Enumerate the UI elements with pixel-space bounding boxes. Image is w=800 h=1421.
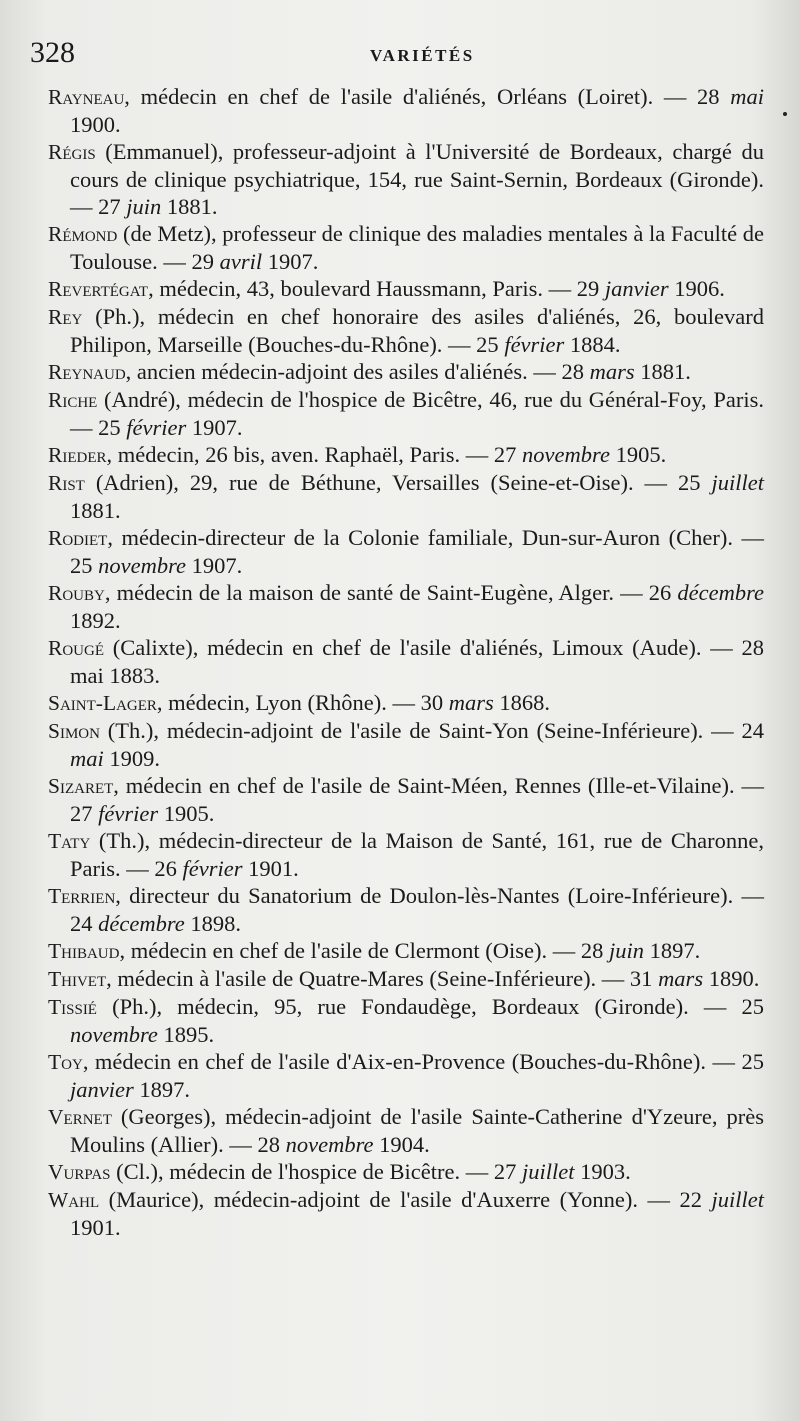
directory-entry [48,579,764,634]
entry-name: Reynaud [48,360,126,384]
entry-name: Sizaret [48,774,114,798]
entry-text: , médecin, 26 bis, aven. Raphaël, Paris. — 27 [106,442,523,467]
entry-name: Taty [48,829,91,853]
entry-month: juin [126,194,162,219]
entry-year: 1900. [70,112,121,137]
entry-year: 1868. [493,690,550,715]
directory-entry [48,717,764,772]
entry-year: 1903. [574,1159,631,1184]
entry-name: Riche [48,388,98,412]
directory-entry [48,1186,764,1241]
directory-entry [48,138,764,220]
entry-month: juin [609,938,645,963]
directory-entry [48,1158,764,1186]
entry-text: (Maurice), médecin-adjoint de l'asile d'Auxerre (Yonne). — 22 [99,1187,712,1212]
directory-entry [48,882,764,937]
entry-year: 1905. [158,801,215,826]
entry-name: Régis [48,140,96,164]
entry-name: Vernet [48,1105,112,1129]
entry-month: avril [219,249,263,274]
page-number: 328 [30,36,75,69]
entry-month: juillet [521,1159,575,1184]
entry-year: 1907. [262,249,319,274]
entry-year: 1892. [70,608,121,633]
directory-list [48,83,764,1241]
entry-name: Rieder [48,443,107,467]
directory-entry [48,220,764,275]
entry-text: , médecin, Lyon (Rhône). — 30 [156,690,449,715]
directory-entry [48,386,764,441]
entry-month: mars [589,359,635,384]
entry-month: février [182,856,243,881]
entry-month: mai [70,746,104,771]
entry-name: Rodiet [48,526,108,550]
entry-name: Rémond [48,222,118,246]
entry-month: mars [658,966,704,991]
entry-year: 1881. [161,194,218,219]
entry-year: 1898. [184,911,241,936]
entry-name: Vurpas [48,1160,111,1184]
page-header [30,36,770,76]
entry-text: (Calixte), médecin en chef de l'asile d'aliénés, Limoux (Aude). — 28 mai 1883. [70,635,764,688]
entry-year: 1901. [242,856,299,881]
entry-text: , médecin-directeur de la Colonie familiale, Dun-sur-Auron (Cher). — 25 [70,525,764,578]
entry-year: 1904. [373,1132,430,1157]
entry-name: Tissié [48,995,97,1019]
entry-text: , médecin, 43, boulevard Haussmann, Paris. — 29 [148,276,605,301]
directory-entry [48,524,764,579]
entry-name: Saint-Lager [48,691,157,715]
entry-month: décembre [98,911,185,936]
entry-text: , directeur du Sanatorium de Doulon-lès-Nantes (Loire-Inférieure). — 24 [70,883,764,936]
running-title: VARIÉTÉS [370,46,475,65]
entry-year: 1906. [668,276,725,301]
entry-month: janvier [70,1077,134,1102]
entry-text: (André), médecin de l'hospice de Bicêtre, 46, rue du Général-Foy, Paris. — 25 [70,387,764,440]
entry-text: , médecin de la maison de santé de Saint-Eugène, Alger. — 26 [104,580,678,605]
entry-month: mars [448,690,494,715]
entry-text: (Georges), médecin-adjoint de l'asile Sainte-Catherine d'Yzeure, près Moulins (Allier). — 28 [70,1104,764,1157]
entry-year: 1881. [70,498,121,523]
directory-entry [48,469,764,524]
directory-entry [48,993,764,1048]
entry-name: Terrien [48,884,116,908]
entry-name: Toy [48,1050,83,1074]
entry-name: Rist [48,471,85,495]
entry-year: 1884. [564,332,621,357]
entry-year: 1907. [186,553,243,578]
entry-month: juillet [711,470,764,495]
directory-entry [48,689,764,717]
entry-text: (Th.), médecin-adjoint de l'asile de Saint-Yon (Seine-Inférieure). — 24 [99,718,764,743]
entry-text: (Adrien), 29, rue de Béthune, Versailles (Seine-et-Oise). — 25 [84,470,712,495]
directory-entry [48,827,764,882]
entry-year: 1897. [644,938,701,963]
directory-entry [48,358,764,386]
entry-year: 1895. [157,1022,215,1047]
directory-entry [48,965,764,993]
entry-text: , médecin en chef de l'asile de Saint-Méen, Rennes (Ille-et-Vilaine). — 27 [70,773,764,826]
entry-year: 1897. [133,1077,190,1102]
entry-month: février [504,332,565,357]
entry-year: 1881. [634,359,691,384]
entry-text: , ancien médecin-adjoint des asiles d'aliénés. — 28 [125,359,590,384]
directory-entry [48,83,764,138]
entry-name: Wahl [48,1188,100,1212]
entry-year: 1907. [186,415,243,440]
entry-text: (Th.), médecin-directeur de la Maison de Santé, 161, rue de Charonne, Paris. — 26 [70,828,764,881]
entry-name: Rey [48,305,83,329]
entry-name: Rouby [48,581,105,605]
entry-text: , médecin en chef de l'asile de Clermont (Oise). — 28 [119,938,609,963]
entry-text: (Ph.), médecin en chef honoraire des asiles d'aliénés, 26, boulevard Philipon, Marseille (Bouches-du-Rhône). — 25 [70,304,764,357]
directory-entry [48,303,764,358]
entry-name: Thibaud [48,939,120,963]
entry-month: mai [730,84,764,109]
margin-dot [783,112,787,116]
entry-year: 1905. [609,442,667,467]
directory-entry [48,1048,764,1103]
entry-text: (Cl.), médecin de l'hospice de Bicêtre. — 27 [110,1159,522,1184]
entry-text: , médecin en chef de l'asile d'aliénés, Orléans (Loiret). — 28 [124,84,731,109]
entry-month: novembre [522,442,610,467]
directory-entry [48,937,764,965]
entry-name: Thivet [48,967,107,991]
entry-year: 1890. [703,966,760,991]
entry-year: 1909. [103,746,160,771]
directory-entry [48,1103,764,1158]
entry-name: Simon [48,719,100,743]
entry-month: février [98,801,159,826]
entry-text: (Ph.), médecin, 95, rue Fondaudège, Bordeaux (Gironde). — 25 [96,994,764,1019]
directory-entry [48,772,764,827]
entry-year: 1901. [70,1215,121,1240]
entry-month: novembre [285,1132,374,1157]
entry-name: Rayneau [48,85,125,109]
directory-entry [48,441,764,469]
entry-month: janvier [604,276,669,301]
entry-month: décembre [677,580,764,605]
entry-name: Revertégat [48,277,149,301]
directory-entry [48,634,764,689]
entry-text: , médecin en chef de l'asile d'Aix-en-Provence (Bouches-du-Rhône). — 25 [82,1049,764,1074]
entry-month: juillet [711,1187,764,1212]
entry-month: février [126,415,187,440]
entry-text: (de Metz), professeur de clinique des maladies mentales à la Faculté de Toulouse. — 29 [70,221,764,274]
entry-month: novembre [70,1022,158,1047]
directory-entry [48,275,764,303]
entry-month: novembre [98,553,187,578]
entry-text: (Emmanuel), professeur-adjoint à l'Université de Bordeaux, chargé du cours de clinique psychiatrique, 154, rue Saint-Sernin, Bordeaux (Gironde). — 27 [70,139,764,219]
entry-text: , médecin à l'asile de Quatre-Mares (Seine-Inférieure). — 31 [106,966,659,991]
entry-name: Rougé [48,636,105,660]
